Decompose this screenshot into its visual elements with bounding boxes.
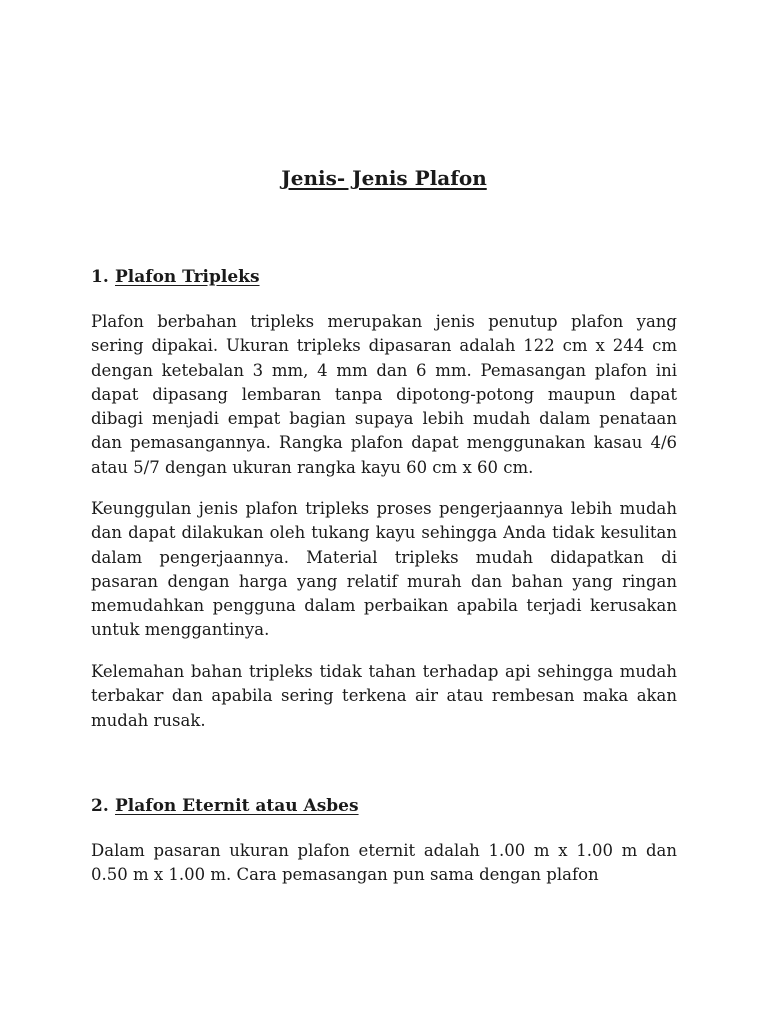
document-title-text: Jenis- Jenis Plafon <box>281 166 487 190</box>
paragraph-tripleks-description: Plafon berbahan tripleks merupakan jenis penutup plafon yang sering dipakai. Ukuran tripleks dipasaran adalah 122 cm x 244 cm dengan ketebalan 3 mm, 4 mm dan 6 mm. Pemasangan plafon ini dapat dipasang lembaran tanpa dipotong-potong maupun dapat dibagi menjadi empat bagian supaya lebih mudah dalam penataan dan pemasangannya. Rangka plafon dapat menggunakan kasau 4/6 atau 5/7 dengan ukuran rangka kayu 60 cm x 60 cm. <box>91 312 677 477</box>
section-heading-plafon-eternit <box>91 794 359 818</box>
section-number: 1. <box>91 267 109 287</box>
paragraph-tripleks-advantages: Keunggulan jenis plafon tripleks proses pengerjaannya lebih mudah dan dapat dilakukan oleh tukang kayu sehingga Anda tidak kesulitan dalam pengerjaannya. Material tripleks mudah didapatkan di pasaran dengan harga yang relatif murah dan bahan yang ringan memudahkan pengguna dalam perbaikan apabila terjadi kerusakan untuk menggantinya. <box>91 499 677 640</box>
paragraph-eternit-description: Dalam pasaran ukuran plafon eternit adalah 1.00 m x 1.00 m dan 0.50 m x 1.00 m. Cara pemasangan pun sama dengan plafon <box>91 841 677 885</box>
section-number: 2. <box>91 796 109 816</box>
document-title <box>0 164 768 192</box>
section-heading-text: Plafon Eternit atau Asbes <box>115 796 359 816</box>
section-heading-text: Plafon Tripleks <box>115 267 260 287</box>
paragraph-tripleks-disadvantages: Kelemahan bahan tripleks tidak tahan terhadap api sehingga mudah terbakar dan apabila sering terkena air atau rembesan maka akan mudah rusak. <box>91 662 677 730</box>
section-heading-plafon-tripleks <box>91 265 260 289</box>
